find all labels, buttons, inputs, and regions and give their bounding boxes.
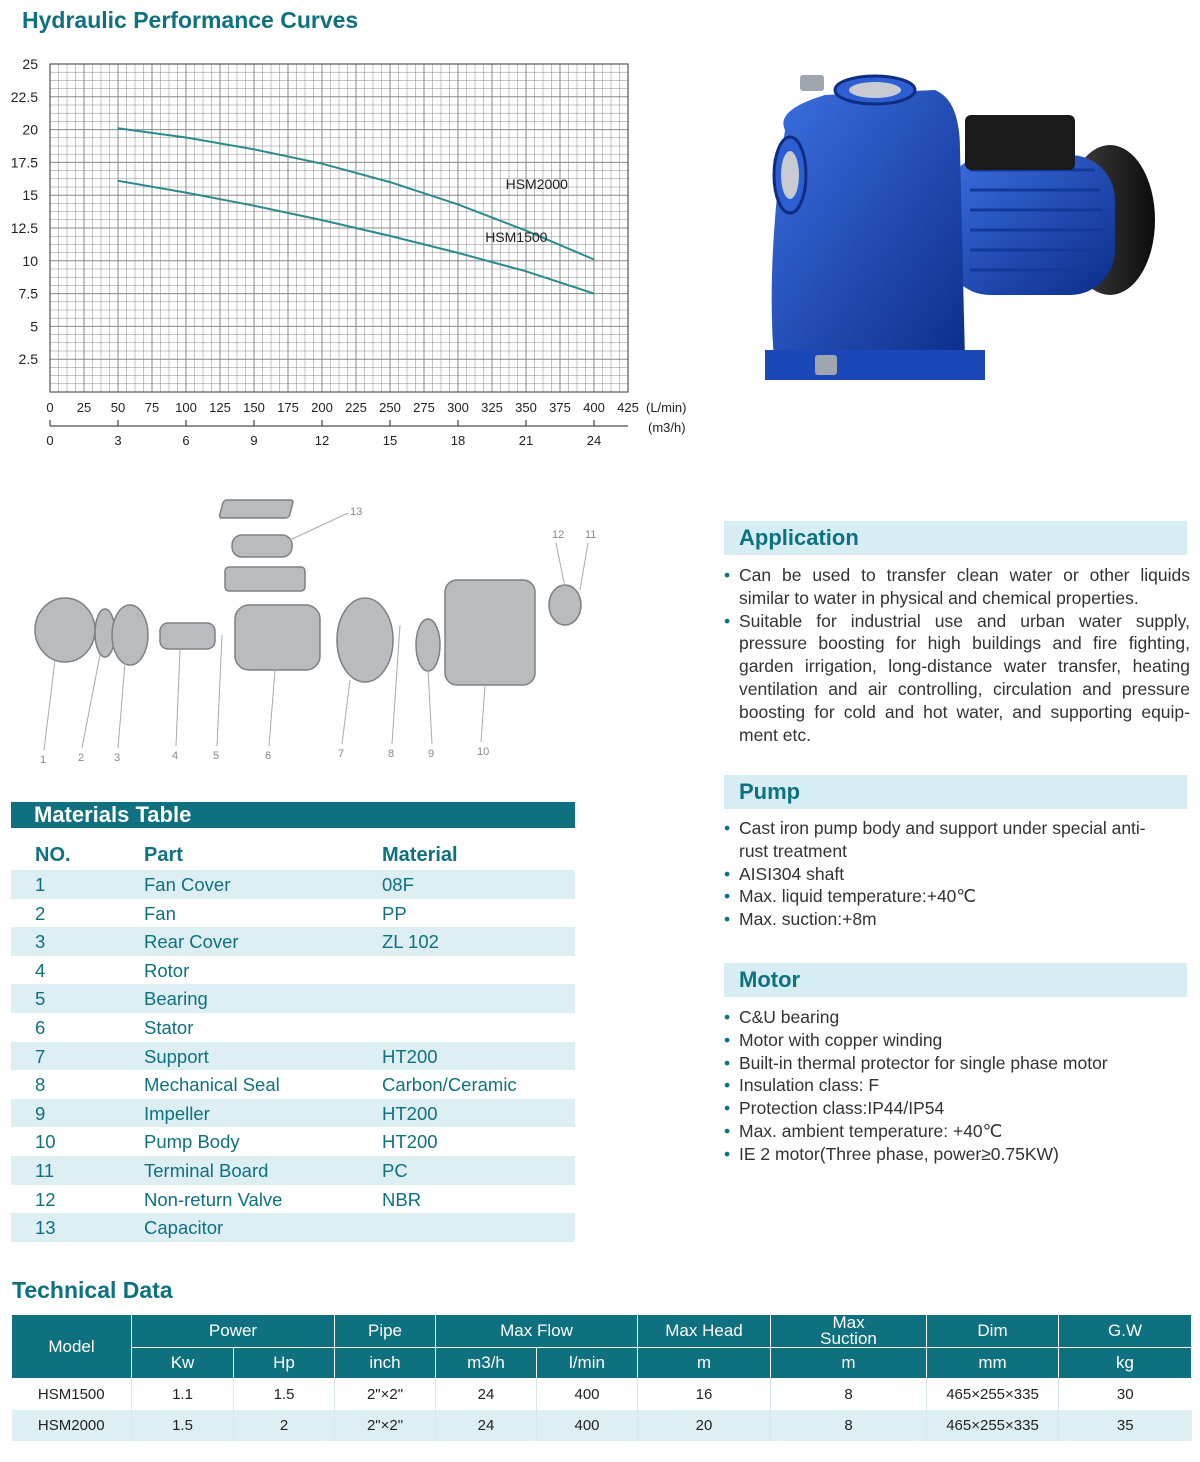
motor-item: • Max. ambient temperature: +40℃: [724, 1120, 1190, 1143]
row-part: Non-return Valve: [144, 1188, 283, 1210]
x-tick-label: 425: [617, 400, 639, 415]
th-head-unit: m: [638, 1348, 771, 1379]
td-model: HSM1500: [37, 1386, 105, 1403]
drain-plug: [815, 355, 837, 375]
callout-11: 11: [585, 529, 597, 541]
callout-10: 10: [477, 746, 490, 758]
motor-item: • Motor with copper winding: [724, 1029, 1190, 1052]
motor-item: • Protection class:IP44/IP54: [724, 1097, 1190, 1120]
y-tick-label: 7.5: [18, 285, 38, 302]
x2-tick-label: 6: [182, 433, 190, 448]
callout-7: 7: [338, 748, 345, 760]
x2-axis-label: (m3/h): [648, 420, 686, 435]
application-header: [724, 521, 1187, 555]
th-pipe: Pipe: [335, 1315, 436, 1348]
row-part: Terminal Board: [144, 1159, 269, 1181]
motor-item: • IE 2 motor(Three phase, power≥0.75KW): [724, 1143, 1190, 1166]
application-title: Application: [739, 525, 859, 550]
row-no: 10: [35, 1131, 56, 1153]
td-kw: 1.1: [132, 1379, 234, 1411]
part-terminal-base: [225, 567, 305, 591]
td-m3h: 24: [436, 1410, 537, 1441]
application-list: [724, 564, 1190, 746]
part-impeller: [416, 619, 440, 671]
application-item: • Can be used to transfer clean water or other liquids similar to water in physical and chemical properties.: [724, 564, 1190, 610]
x2-tick-label: 3: [114, 433, 122, 448]
th-dim: Dim: [927, 1315, 1059, 1348]
row-no: 5: [35, 988, 46, 1010]
row-part: Bearing: [144, 988, 208, 1010]
part-rear-cover: [112, 605, 148, 665]
motor-item: • Built-in thermal protector for single phase motor: [724, 1052, 1190, 1075]
td-hp: 1.5: [234, 1379, 335, 1411]
x-tick-label: 325: [481, 400, 503, 415]
motor-title: Motor: [739, 967, 801, 992]
motor-item: • C&U bearing: [724, 1006, 1190, 1029]
motor-item: • Insulation class: F: [724, 1074, 1190, 1097]
td-pipe: 2"×2": [335, 1379, 436, 1411]
pump-item: • AISI304 shaft: [724, 863, 1154, 886]
callout-3: 3: [114, 752, 121, 764]
x-tick-label: 75: [144, 400, 160, 415]
technical-title: Technical Data: [12, 1277, 173, 1303]
th-power: Power: [132, 1315, 335, 1348]
pump-photo: [745, 70, 1175, 400]
y-tick-label: 22.5: [10, 88, 38, 105]
materials-row: [11, 1042, 575, 1071]
th-hp: Hp: [234, 1348, 335, 1379]
motor-list: [724, 1006, 1190, 1166]
row-part: Capacitor: [144, 1217, 224, 1239]
callout-1: 1: [40, 754, 47, 766]
td-lmin: 400: [537, 1379, 638, 1411]
technical-row: [12, 1379, 1192, 1411]
x2-tick-label: 21: [518, 433, 534, 448]
materials-row: [11, 899, 575, 928]
x2-tick-label: 9: [250, 433, 258, 448]
row-no: 12: [35, 1188, 56, 1210]
x-tick-label: 350: [515, 400, 537, 415]
td-suction: 8: [771, 1410, 927, 1441]
row-material: 08F: [382, 874, 414, 895]
row-material: PP: [382, 902, 407, 924]
materials-row: [11, 984, 575, 1013]
th-model: Model: [12, 1315, 132, 1379]
technical-row: [12, 1410, 1192, 1441]
th-maxhead: Max Head: [638, 1315, 771, 1348]
x-tick-label: 25: [76, 400, 92, 415]
th-suction-unit: m: [771, 1348, 927, 1379]
materials-row: [11, 1213, 575, 1242]
top-outlet-thread: [849, 82, 901, 98]
row-part: Impeller: [144, 1102, 210, 1124]
x-tick-label: 375: [549, 400, 571, 415]
row-no: 9: [35, 1102, 46, 1124]
td-m3h: 24: [436, 1379, 537, 1411]
terminal-box: [965, 115, 1075, 170]
callout-5: 5: [213, 750, 220, 762]
y-tick-label: 2.5: [18, 351, 38, 368]
technical-table: [11, 1314, 1192, 1441]
td-dim: 465×255×335: [927, 1379, 1059, 1411]
motor-body: [945, 155, 1115, 295]
th-kg: kg: [1059, 1348, 1192, 1379]
row-no: 4: [35, 959, 46, 981]
td-suction: 8: [771, 1379, 927, 1411]
materials-row: [11, 1070, 575, 1099]
part-capacitor: [232, 535, 292, 557]
part-support: [337, 598, 393, 682]
application-item: • Suitable for industrial use and urban water supply, pressure boosting for high buildings and fire fighting, garden irrigation, long-distance water transfer, heating ventilation and air controlling, circulation and pressure boosting for cold and hot water, and supporting equip-ment etc.: [724, 610, 1190, 747]
y-tick-label: 25: [22, 56, 38, 72]
x2-tick-label: 15: [382, 433, 398, 448]
pump-title: Pump: [739, 779, 801, 804]
side-inlet-thread: [781, 151, 799, 199]
pump-item: • Max. liquid temperature:+40℃: [724, 885, 1154, 908]
technical-body: [12, 1379, 1192, 1442]
pump-item: • Cast iron pump body and support under special anti-rust treatment: [724, 817, 1154, 863]
callout-4: 4: [172, 750, 179, 762]
row-part: Fan Cover: [144, 874, 231, 895]
td-gw: 30: [1059, 1379, 1192, 1411]
y-tick-label: 17.5: [10, 154, 38, 171]
x-tick-label: 300: [447, 400, 469, 415]
y-tick-label: 5: [30, 318, 38, 335]
materials-rows: [11, 870, 575, 1242]
materials-row: [11, 1156, 575, 1185]
callout-6: 6: [265, 750, 272, 762]
pump-item: • Max. suction:+8m: [724, 908, 1154, 931]
td-hp: 2: [234, 1410, 335, 1441]
row-no: 8: [35, 1074, 46, 1096]
row-part: Rotor: [144, 959, 190, 981]
td-head: 16: [638, 1379, 771, 1411]
materials-row: [11, 1013, 575, 1042]
row-no: 7: [35, 1045, 46, 1067]
x-tick-label: 225: [345, 400, 367, 415]
th-maxflow: Max Flow: [436, 1315, 638, 1348]
x-tick-label: 175: [277, 400, 299, 415]
y-tick-label: 10: [22, 252, 38, 269]
th-gw: G.W: [1059, 1315, 1192, 1348]
x-tick-label: 0: [46, 400, 54, 415]
pump-list: [724, 817, 1154, 931]
x-tick-label: 125: [209, 400, 231, 415]
row-material: HT200: [382, 1102, 438, 1124]
chart-title: Hydraulic Performance Curves: [22, 7, 359, 33]
row-part: Support: [144, 1045, 209, 1067]
row-no: 3: [35, 931, 46, 953]
row-no: 13: [35, 1217, 56, 1239]
materials-row: [11, 927, 575, 956]
part-capacitor-cover: [219, 500, 294, 518]
th-m3h: [436, 1348, 537, 1379]
td-dim: 465×255×335: [927, 1410, 1059, 1441]
materials-row: [11, 870, 575, 899]
part-valve: [549, 585, 581, 625]
pump-body: [772, 90, 965, 370]
performance-chart: [0, 40, 720, 460]
part-fan-cover: [35, 598, 95, 662]
row-material: NBR: [382, 1188, 422, 1210]
col-part: Part: [144, 844, 183, 866]
y-tick-label: 15: [22, 187, 38, 204]
part-stator: [235, 605, 320, 670]
row-material: PC: [382, 1159, 408, 1181]
th-lmin: l/min: [537, 1348, 638, 1379]
x2-tick-label: 18: [450, 433, 466, 448]
materials-header: [11, 802, 575, 828]
x-tick-label: 100: [175, 400, 197, 415]
row-no: 1: [35, 874, 46, 895]
th-inch: inch: [335, 1348, 436, 1379]
x2-tick-label: 24: [586, 433, 602, 448]
plug-top: [800, 75, 824, 91]
td-kw: 1.5: [132, 1410, 234, 1441]
exploded-view: [20, 495, 620, 775]
col-no: NO.: [35, 844, 71, 866]
x2-tick-label: 0: [46, 433, 54, 448]
td-head: 20: [638, 1410, 771, 1441]
series-label: HSM2000: [505, 176, 568, 193]
materials-title: Materials Table: [34, 802, 192, 827]
th-kw: Kw: [132, 1348, 234, 1379]
td-lmin: 400: [537, 1410, 638, 1441]
td-gw: 35: [1059, 1410, 1192, 1441]
row-no: 2: [35, 902, 46, 924]
row-material: ZL 102: [382, 931, 439, 953]
row-no: 6: [35, 1016, 46, 1038]
x-tick-label: 150: [243, 400, 265, 415]
row-part: Stator: [144, 1016, 194, 1038]
y-tick-label: 20: [22, 121, 38, 138]
pump-base: [765, 350, 985, 380]
x-tick-label: 50: [110, 400, 126, 415]
td-model: HSM2000: [12, 1410, 132, 1441]
motor-header: [724, 963, 1187, 997]
series-label: HSM1500: [485, 228, 548, 245]
materials-columns: [11, 842, 575, 868]
row-no: 11: [35, 1159, 55, 1181]
part-pump-body: [445, 580, 535, 685]
row-part: Pump Body: [144, 1131, 240, 1153]
materials-row: [11, 1185, 575, 1214]
row-part: Fan: [144, 902, 176, 924]
x-tick-label: 200: [311, 400, 333, 415]
x2-tick-label: 12: [314, 433, 330, 448]
row-part: Mechanical Seal: [144, 1074, 280, 1096]
callout-8: 8: [388, 748, 395, 760]
row-material: HT200: [382, 1045, 438, 1067]
materials-row: [11, 956, 575, 985]
th-m3h-label: m3/h: [467, 1353, 505, 1372]
th-maxsuction-label: Max Suction: [820, 1313, 877, 1348]
callout-13: 13: [350, 506, 363, 518]
x-tick-label: 250: [379, 400, 401, 415]
callout-2: 2: [78, 752, 85, 764]
materials-row: [11, 1099, 575, 1128]
callout-12: 12: [552, 529, 565, 541]
td-pipe: 2"×2": [335, 1410, 436, 1441]
row-material: Carbon/Ceramic: [382, 1074, 517, 1096]
materials-row: [11, 1127, 575, 1156]
th-maxsuction: [771, 1315, 927, 1348]
row-part: Rear Cover: [144, 931, 239, 953]
pump-header: [724, 775, 1187, 809]
x-axis-label: (L/min): [646, 400, 687, 415]
callout-9: 9: [428, 748, 435, 760]
row-material: HT200: [382, 1131, 438, 1153]
part-rotor: [160, 623, 215, 649]
y-tick-label: 12.5: [10, 220, 38, 236]
x-tick-label: 275: [413, 400, 435, 415]
th-mm: mm: [927, 1348, 1059, 1379]
col-material: Material: [382, 844, 458, 866]
x-tick-label: 400: [583, 400, 605, 415]
